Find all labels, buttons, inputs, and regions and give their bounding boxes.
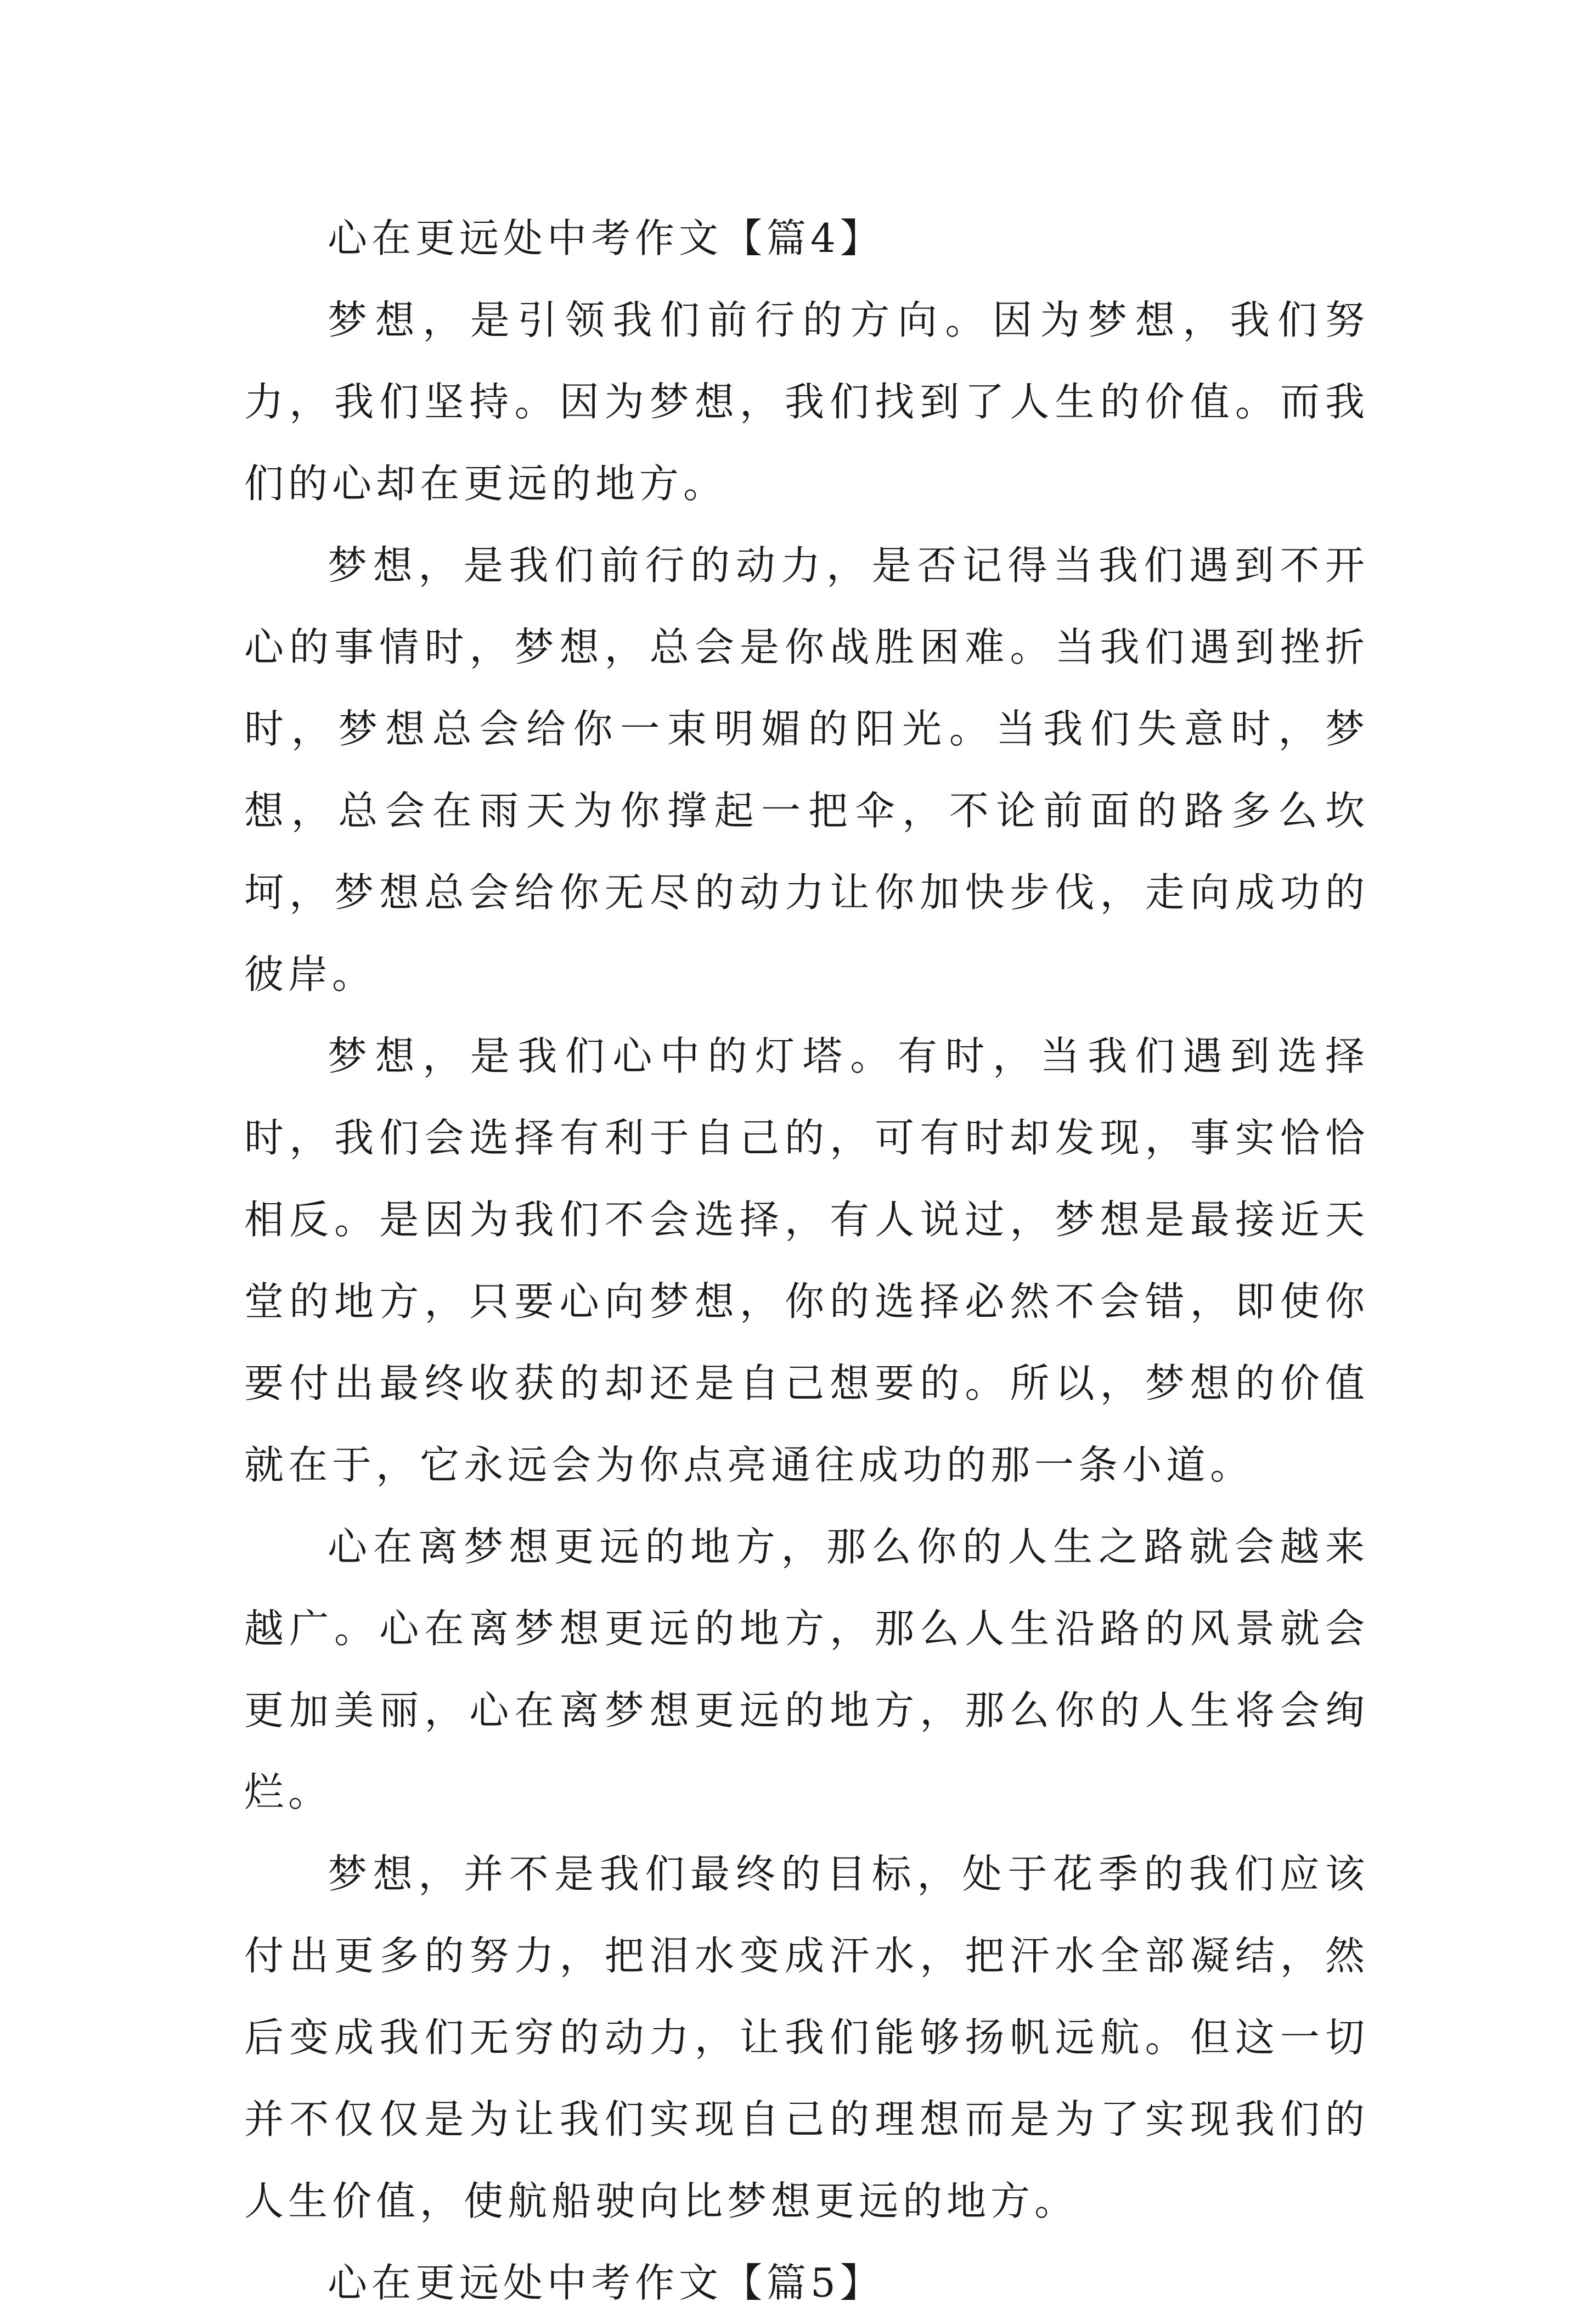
paragraph-4: 心在离梦想更远的地方，那么你的人生之路就会越来越广。心在离梦想更远的地方，那么人生沿路的风景就会更加美丽，心在离梦想更远的地方，那么你的人生将会绚烂。 — [244, 1524, 1369, 1815]
paragraph-3: 梦想，是我们心中的灯塔。有时，当我们遇到选择时，我们会选择有利于自己的，可有时却发现，事实恰恰相反。是因为我们不会选择，有人说过，梦想是最接近天堂的地方，只要心向梦想，你的选择必然不会错，即使你要付出最终收获的却还是自己想要的。所以，梦想的价值就在于，它永远会为你点亮通往成功的那一条小道。 — [244, 1033, 1369, 1488]
paragraph-1: 梦想，是引领我们前行的方向。因为梦想，我们努力，我们坚持。因为梦想，我们找到了人生的价值。而我们的心却在更远的地方。 — [244, 297, 1369, 507]
paragraph-2: 梦想，是我们前行的动力，是否记得当我们遇到不开心的事情时，梦想，总会是你战胜困难。当我们遇到挫折时，梦想总会给你一束明媚的阳光。当我们失意时，梦想，总会在雨天为你撑起一把伞，不论前面的路多么坎坷，梦想总会给你无尽的动力让你加快步伐，走向成功的彼岸。 — [244, 542, 1369, 997]
section-heading-5: 心在更远处中考作文【篇5】 — [328, 2260, 884, 2306]
document-body — [244, 198, 1369, 2324]
section-heading-4: 心在更远处中考作文【篇4】 — [328, 215, 884, 261]
paragraph-5: 梦想，并不是我们最终的目标，处于花季的我们应该付出更多的努力，把泪水变成汗水，把汗水全部凝结，然后变成我们无穷的动力，让我们能够扬帆远航。但这一切并不仅仅是为让我们实现自己的理想而是为了实现我们的人生价值，使航船驶向比梦想更远的地方。 — [244, 1851, 1369, 2224]
